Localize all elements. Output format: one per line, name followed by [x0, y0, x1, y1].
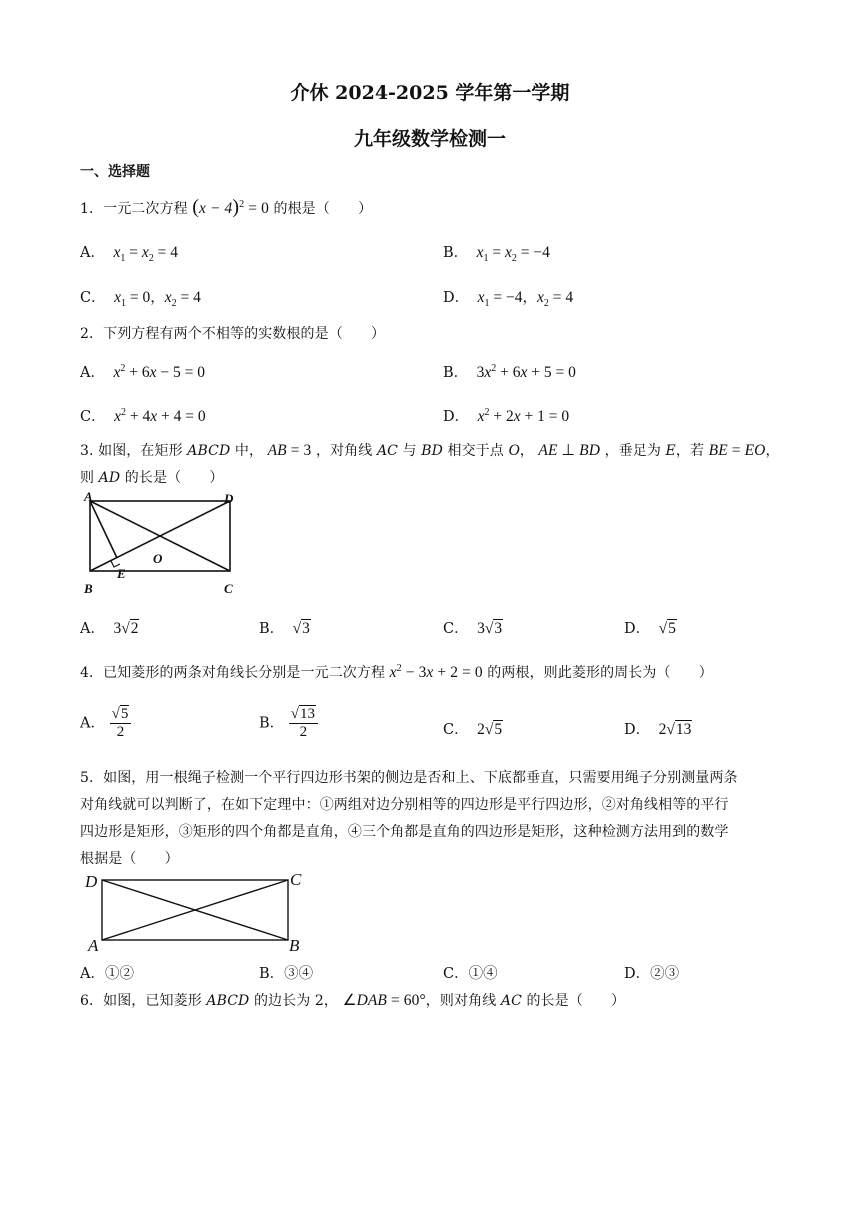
q3-rectangle-figure: [80, 490, 250, 600]
option-letter: A．: [80, 245, 105, 261]
text: AD: [98, 470, 121, 486]
text: 的两根，则此菱形的周长为（ ）: [487, 665, 713, 681]
text: 的边长为 2，: [253, 993, 338, 1009]
math-expr: $x_2 = 4$: [164, 289, 201, 310]
question-2: 2．下列方程有两个不相等的实数根的是（ ）: [80, 326, 386, 342]
option-letter: B．: [443, 245, 469, 261]
q4-option-c[interactable]: [443, 718, 503, 739]
math-expr: ∠DAB = 60°: [342, 992, 426, 1009]
text: 6．如图，已知菱形: [80, 993, 202, 1009]
q1-option-c[interactable]: [80, 286, 201, 309]
q1-option-d[interactable]: [443, 286, 573, 309]
q3-option-c[interactable]: [443, 617, 503, 638]
exam-title: 介休 2024-2025 学年第一学期: [290, 82, 570, 104]
fraction: $\frac{√13}{2}$: [289, 706, 318, 741]
q2-option-a[interactable]: [80, 361, 205, 382]
label-c: C: [290, 870, 302, 889]
q3-option-d[interactable]: [624, 617, 677, 638]
option-letter: C．: [80, 409, 106, 425]
math-expr: $x^2 + 6x - 5 = 0$: [109, 362, 205, 381]
label-a: A: [88, 936, 99, 955]
option-letter: A．: [80, 621, 105, 637]
label-a: A: [84, 490, 93, 504]
math-expr: $x^2 + 4x + 4 = 0$: [110, 406, 206, 425]
question-5-line1: 5．如图，用一根绳子检测一个平行四边形书架的侧边是否和上、下底都垂直，只需要用绳子分别测量两条: [80, 770, 738, 786]
option-letter: B．: [443, 365, 469, 381]
q1-prefix: 1．一元二次方程: [80, 201, 188, 217]
question-4: [80, 662, 713, 682]
math-expr: 2√13: [654, 721, 692, 738]
q2-option-d[interactable]: [443, 405, 569, 426]
question-5-line2: 对角线就可以判断了，在如下定理中：①两组对边分别相等的四边形是平行四边形，②对角线相等的平行: [80, 797, 729, 813]
text: ABCD: [187, 443, 231, 459]
label-b: B: [289, 936, 300, 955]
question-5-line4: 根据是（ ）: [80, 851, 179, 867]
q5-rectangle-figure: [80, 868, 320, 958]
question-5-line3: 四边形是矩形，③矩形的四个角都是直角，④三个角都是直角的四边形是矩形，这种检测方法用到的数学: [80, 824, 729, 840]
separator: ，: [150, 290, 165, 306]
q1-equation: $(x - 4)^2 = 0$: [192, 196, 269, 218]
math-expr: O: [508, 442, 520, 459]
text: ，若: [675, 443, 705, 459]
math-expr: AB = 3: [267, 442, 312, 459]
question-3-line1: [80, 440, 780, 460]
option-letter: D．: [624, 621, 651, 637]
math-expr: $x_1 = 0$: [110, 289, 151, 310]
option-letter: B．: [259, 715, 285, 732]
label-d: D: [85, 872, 98, 891]
math-expr: BE = EO: [708, 442, 766, 459]
option-letter: A．: [80, 715, 105, 732]
text: 与: [402, 443, 417, 459]
option-letter: D．: [443, 409, 470, 425]
text: AC: [376, 443, 398, 459]
option-letter: D．: [443, 290, 470, 306]
q1-suffix: 的根是（ ）: [273, 201, 373, 217]
text: ，垂足为: [604, 443, 661, 459]
text: 相交于点: [447, 443, 504, 459]
text: 3. 如图，在矩形: [80, 443, 183, 459]
math-expr: $x_1 = x_2 = -4$: [472, 244, 550, 265]
text: 4．已知菱形的两条对角线长分别是一元二次方程: [80, 665, 386, 681]
option-letter: C．: [443, 621, 469, 637]
label-o: O: [153, 551, 163, 566]
math-expr: $x_1 = -4$: [473, 289, 523, 310]
math-expr: 2√5: [473, 721, 503, 738]
q5-option-c[interactable]: C．①④: [443, 966, 498, 982]
q3-option-b[interactable]: [259, 617, 311, 638]
question-1: [80, 196, 372, 219]
option-letter: A．: [80, 365, 105, 381]
text: 则: [80, 470, 95, 486]
text: AC: [500, 993, 522, 1009]
math-expr: $x_2 = 4$: [537, 289, 574, 310]
option-letter: C．: [443, 722, 469, 738]
fraction: $\frac{√5}{2}$: [110, 706, 132, 741]
math-expr: $x^2 + 2x + 1 = 0$: [473, 406, 570, 425]
text: ，: [765, 443, 780, 459]
text: ABCD: [206, 993, 250, 1009]
text: 中，: [234, 443, 264, 459]
math-expr: √3: [288, 620, 310, 637]
q3-option-a[interactable]: [80, 617, 139, 638]
separator: ，: [522, 290, 537, 306]
question-3-line2: [80, 467, 223, 487]
text: ，对角线: [315, 443, 373, 459]
math-expr: 3√2: [109, 620, 139, 637]
option-letter: B．: [259, 621, 285, 637]
segment-ae: [90, 501, 117, 558]
math-expr: $x_1 = x_2 = 4$: [109, 244, 178, 265]
option-letter: C．: [80, 290, 106, 306]
text: 的长是（ ）: [526, 993, 626, 1009]
text: 的长是（ ）: [124, 470, 224, 486]
option-letter: D．: [624, 722, 651, 738]
q1-option-a[interactable]: [80, 241, 178, 264]
q2-option-b[interactable]: [443, 361, 576, 382]
math-expr: $3x^2 + 6x + 5 = 0$: [476, 362, 576, 381]
math-expr: $x^2 - 3x + 2 = 0$: [389, 662, 483, 681]
math-expr: AE ⊥ BD: [538, 442, 600, 459]
q5-option-d[interactable]: D．②③: [624, 966, 680, 982]
q5-option-a[interactable]: A．①②: [80, 966, 134, 982]
q2-option-c[interactable]: [80, 405, 206, 426]
q4-option-d[interactable]: [624, 718, 692, 739]
label-e: E: [117, 566, 126, 581]
text: BD: [421, 443, 443, 459]
text: E: [665, 443, 676, 459]
q4-option-b[interactable]: [259, 706, 318, 741]
label-c: C: [224, 581, 233, 596]
math-expr: 3√3: [473, 620, 503, 637]
label-b: B: [84, 581, 93, 596]
exam-subtitle: 九年级数学检测一: [353, 128, 506, 150]
math-expr: √5: [654, 620, 676, 637]
text: ，则对角线: [425, 993, 497, 1009]
label-d: D: [224, 491, 234, 506]
q5-option-b[interactable]: B．③④: [259, 966, 314, 982]
text: ，: [519, 443, 534, 459]
question-6: [80, 990, 625, 1010]
q1-option-b[interactable]: [443, 241, 550, 264]
q4-option-a[interactable]: [80, 706, 131, 741]
section-heading: 一、选择题: [80, 164, 150, 180]
